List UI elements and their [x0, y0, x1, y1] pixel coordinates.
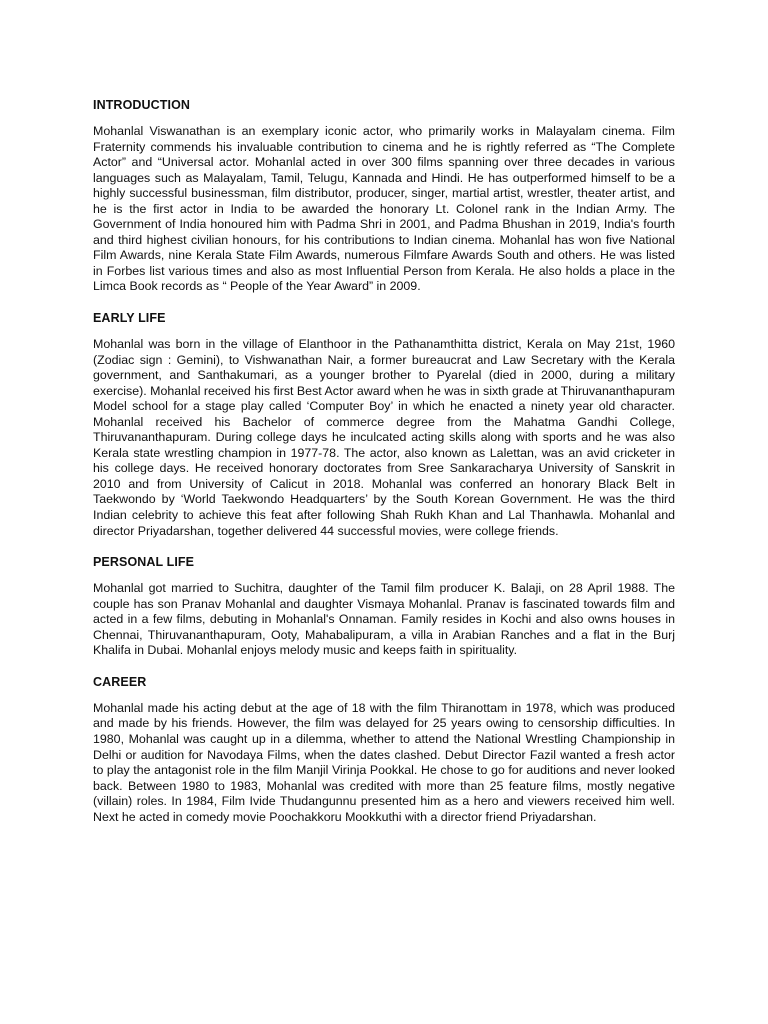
section-heading-early-life: EARLY LIFE	[93, 311, 166, 326]
section-personal-life	[93, 554, 675, 659]
section-introduction	[93, 97, 675, 295]
section-body-introduction: Mohanlal Viswanathan is an exemplary iconic actor, who primarily works in Malayalam cinema. Film Fraternity commends his invaluable contribution to cinema and he is rightly referred as “The Complete Actor” and “Universal actor. Mohanlal acted in over 300 films spanning over three decades in various languages such as Malayalam, Tamil, Telugu, Kannada and Hindi. He has outperformed himself to be a highly successful businessman, film distributor, producer, singer, martial artist, wrestler, theater artist, and he is the first actor in India to be awarded the honorary Lt. Colonel rank in the Indian Army. The Government of India honoured him with Padma Shri in 2001, and Padma Bhushan in 2019, India's fourth and third highest civilian honours, for his contributions to Indian cinema. Mohanlal has won five National Film Awards, nine Kerala State Film Awards, numerous Filmfare Awards South and others. He was listed in Forbes list various times and also as most Influential Person from Kerala. He also holds a place in the Limca Book records as “ People of the Year Award” in 2009.	[93, 124, 675, 294]
section-career	[93, 674, 675, 825]
section-heading-personal-life: PERSONAL LIFE	[93, 555, 195, 570]
section-body-career: Mohanlal made his acting debut at the age of 18 with the film Thiranottam in 1978, which was produced and made by his friends. However, the film was delayed for 25 years owing to censorship difficulties. In 1980, Mohanlal was caught up in a dilemma, whether to attend the National Wrestling Championship in Delhi or audition for Navodaya Films, when the dates clashed. Debut Director Fazil wanted a fresh actor to play the antagonist role in the film Manjil Virinja Pookkal. He chose to go for auditions and never looked back. Between 1980 to 1983, Mohanlal was credited with more than 25 feature films, mostly negative (villain) roles. In 1984, Film Ivide Thudangunnu presented him as a hero and viewers received him well. Next he acted in comedy movie Poochakkoru Mookkuthi with a director friend Priyadarshan.	[93, 700, 675, 824]
section-early-life	[93, 310, 675, 539]
document-page	[93, 97, 675, 840]
section-body-personal-life: Mohanlal got married to Suchitra, daughter of the Tamil film producer K. Balaji, on 28 April 1988. The couple has son Pranav Mohanlal and daughter Vismaya Mohanlal. Pranav is fascinated towards film and acted in a few films, debuting in Mohanlal's Onnaman. Family resides in Kochi and also owns houses in Chennai, Thiruvananthapuram, Ooty, Mahabalipuram, a villa in Arabian Ranches and a flat in the Burj Khalifa in Dubai. Mohanlal enjoys melody music and keeps faith in spirituality.	[93, 581, 675, 658]
section-heading-career: CAREER	[93, 674, 147, 689]
section-body-early-life: Mohanlal was born in the village of Elanthoor in the Pathanamthitta district, Kerala on May 21st, 1960 (Zodiac sign : Gemini), to Vishwanathan Nair, a former bureaucrat and Law Secretary with the Kerala government, and Santhakumari, as a younger brother to Pyarelal (died in 2000, during a military exercise). Mohanlal received his first Best Actor award when he was in sixth grade at Thiruvananthapuram Model school for a stage play called ‘Computer Boy’ in which he enacted a ninety year old character. Mohanlal received his Bachelor of commerce degree from the Mahatma Gandhi College, Thiruvananthapuram. During college days he inculcated acting skills along with sports and he was also Kerala state wrestling champion in 1977-78. The actor, also known as Lalettan, was an avid cricketer in his college days. He received honorary doctorates from Sree Sankaracharya University of Sanskrit in 2010 and from University of Calicut in 2018. Mohanlal was conferred an honorary Black Belt in Taekwondo by ‘World Taekwondo Headquarters’ by the South Korean Government. He was the third Indian celebrity to achieve this feat after following Shah Rukh Khan and Lal Thanhawla. Mohanlal and director Priyadarshan, together delivered 44 successful movies, were college friends.	[93, 337, 675, 538]
section-heading-introduction: INTRODUCTION	[93, 98, 191, 112]
